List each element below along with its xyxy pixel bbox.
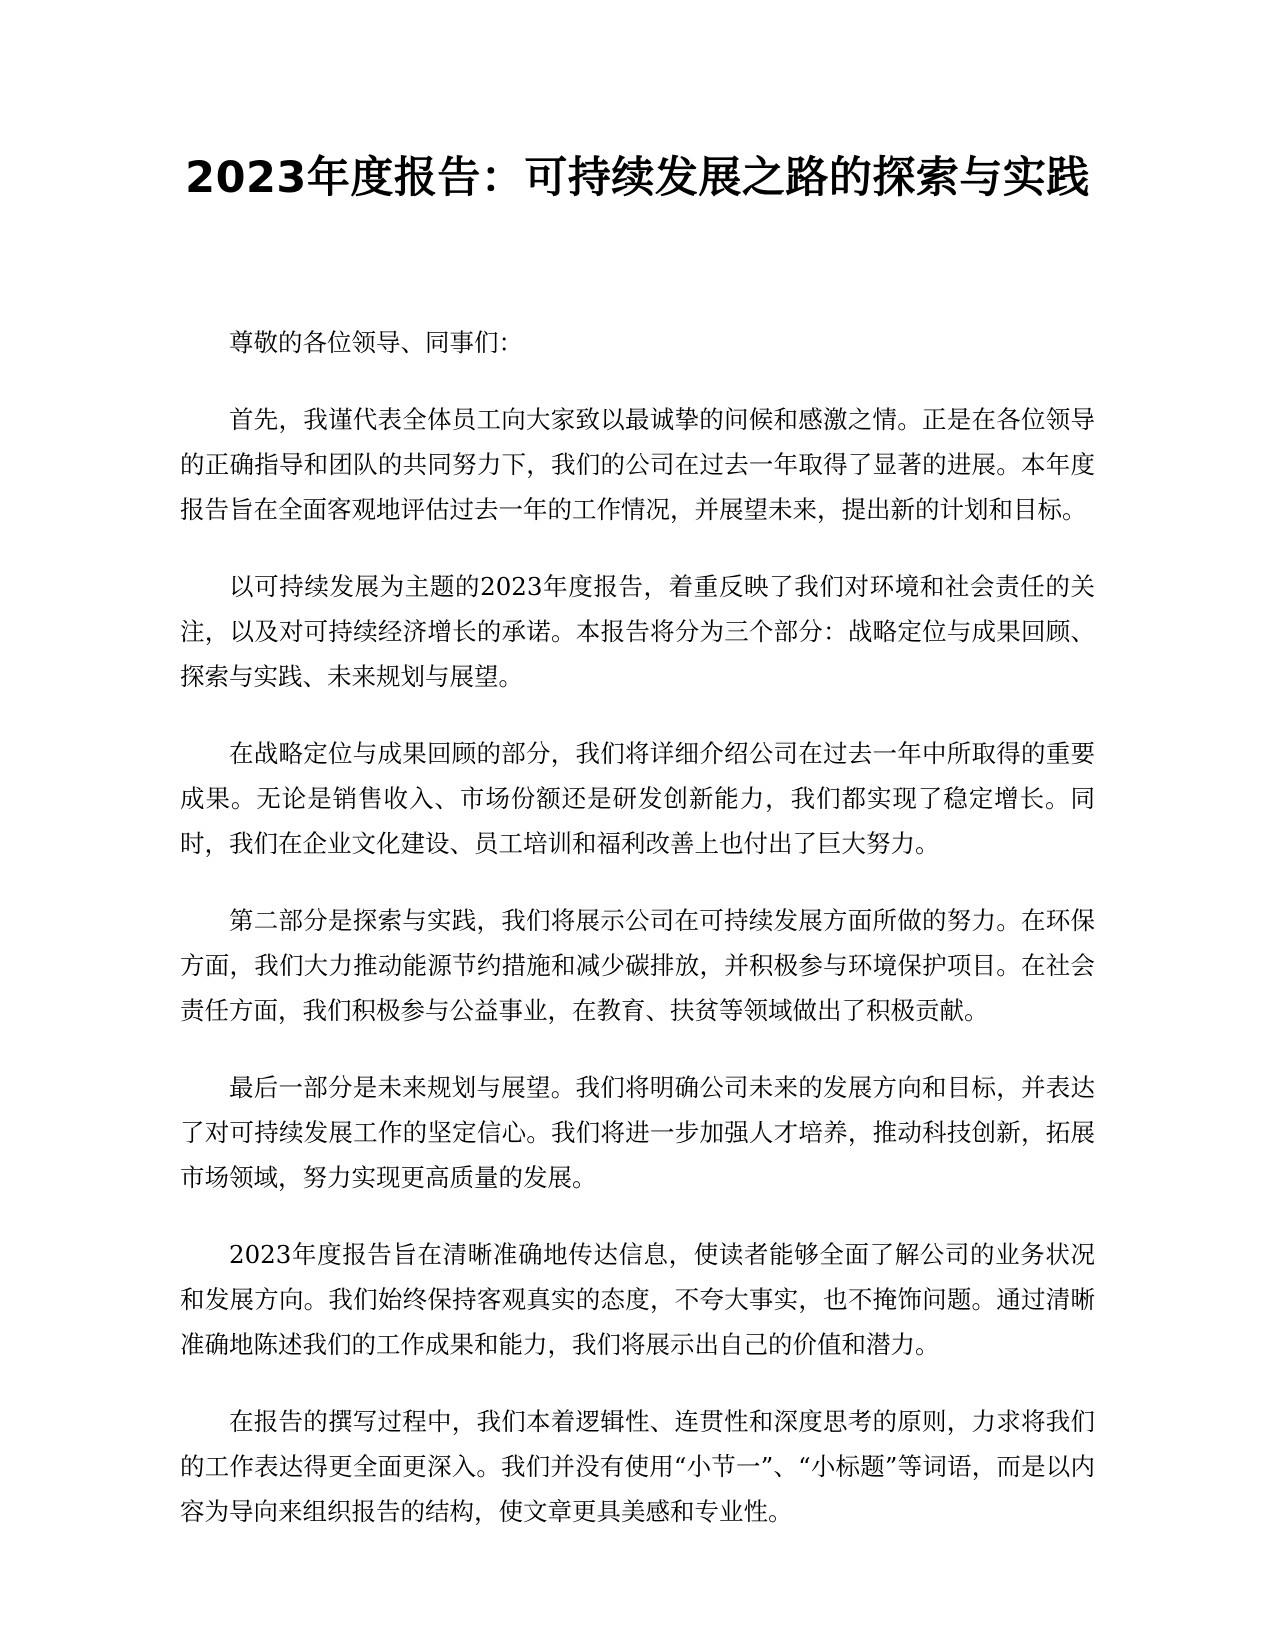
body-paragraph: 最后一部分是未来规划与展望。我们将明确公司未来的发展方向和目标，并表达了对可持续发展工作的坚定信心。我们将进一步加强人才培养，推动科技创新，拓展市场领域，努力实现更高质量的发展。: [180, 1073, 1095, 1192]
body-paragraph: 2023年度报告旨在清晰准确地传达信息，使读者能够全面了解公司的业务状况和发展方向。我们始终保持客观真实的态度，不夸大事实，也不掩饰问题。通过清晰准确地陈述我们的工作成果和能力，我们将展示出自己的价值和潜力。: [180, 1240, 1095, 1359]
body-paragraph: 首先，我谨代表全体员工向大家致以最诚挚的问候和感激之情。正是在各位领导的正确指导和团队的共同努力下，我们的公司在过去一年取得了显著的进展。本年度报告旨在全面客观地评估过去一年的工作情况，并展望未来，提出新的计划和目标。: [180, 405, 1095, 524]
document-body: [180, 320, 1095, 1566]
body-paragraph: 以可持续发展为主题的2023年度报告，着重反映了我们对环境和社会责任的关注，以及对可持续经济增长的承诺。本报告将分为三个部分：战略定位与成果回顾、探索与实践、未来规划与展望。: [180, 572, 1095, 691]
body-paragraph: 在报告的撰写过程中，我们本着逻辑性、连贯性和深度思考的原则，力求将我们的工作表达得更全面更深入。我们并没有使用“小节一”、“小标题”等词语，而是以内容为导向来组织报告的结构，使文章更具美感和专业性。: [180, 1407, 1095, 1526]
document-title: 2023年度报告：可持续发展之路的探索与实践: [185, 153, 1090, 203]
body-paragraph: 在战略定位与成果回顾的部分，我们将详细介绍公司在过去一年中所取得的重要成果。无论是销售收入、市场份额还是研发创新能力，我们都实现了稳定增长。同时，我们在企业文化建设、员工培训和福利改善上也付出了巨大努力。: [180, 739, 1095, 858]
greeting-paragraph: 尊敬的各位领导、同事们：: [229, 328, 523, 357]
body-paragraph: 第二部分是探索与实践，我们将展示公司在可持续发展方面所做的努力。在环保方面，我们大力推动能源节约措施和减少碳排放，并积极参与环境保护项目。在社会责任方面，我们积极参与公益事业，在教育、扶贫等领域做出了积极贡献。: [180, 906, 1095, 1025]
